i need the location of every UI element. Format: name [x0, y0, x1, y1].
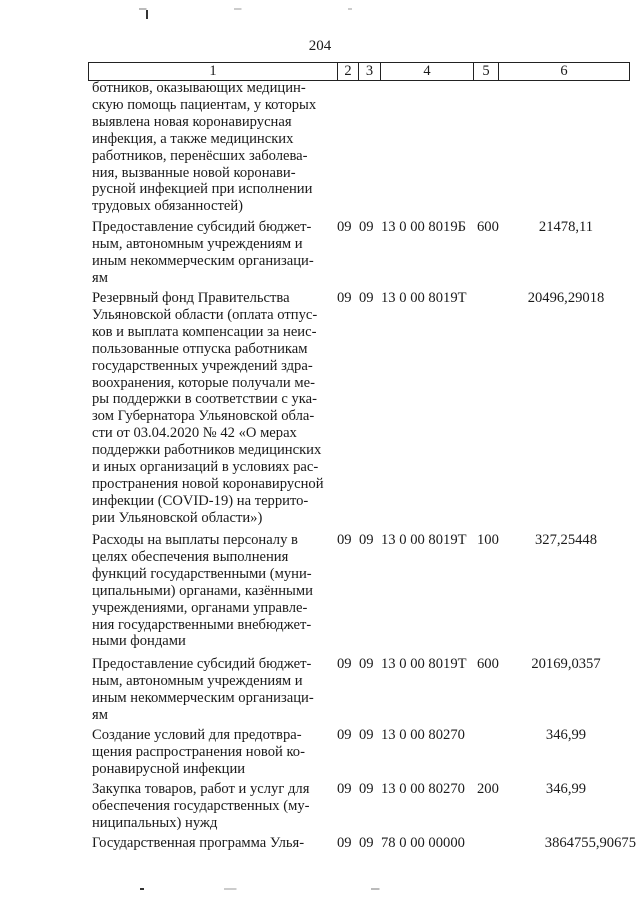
- section-code: 09: [337, 727, 352, 743]
- amount: 346,99: [545, 781, 587, 797]
- row-description: Предоставление субсидий бюджет- ным, автономным учреждениям и иным некоммерческим организаци- ям: [92, 219, 314, 286]
- amount: 346,99: [545, 727, 587, 743]
- header-col-2: 2: [338, 63, 359, 81]
- subsection-code: 09: [359, 727, 374, 743]
- target-article-code: 13 0 00 8019Т: [381, 290, 467, 306]
- page-number: 204: [308, 38, 332, 54]
- scan-mark: [146, 10, 148, 19]
- section-code: 09: [337, 781, 352, 797]
- expense-type-code: 100: [477, 532, 499, 548]
- table-row: [0, 80, 640, 219]
- expense-type-code: 600: [477, 656, 499, 672]
- subsection-code: 09: [359, 532, 374, 548]
- row-description: Закупка товаров, работ и услуг для обеспечения государственных (му- ниципальных) нужд: [92, 781, 310, 831]
- target-article-code: 13 0 00 8019Т: [381, 656, 467, 672]
- scan-artifact-bottom: [140, 888, 560, 890]
- table-row: [0, 727, 640, 781]
- section-code: 09: [337, 290, 352, 306]
- row-description: Предоставление субсидий бюджет- ным, автономным учреждениям и иным некоммерческим организаци- ям: [92, 656, 314, 723]
- budget-table-body: [0, 80, 640, 855]
- table-row: [0, 781, 640, 835]
- row-description: Государственная программа Улья-: [92, 835, 305, 851]
- target-article-code: 13 0 00 80270: [381, 727, 465, 743]
- table-row: [0, 835, 640, 855]
- amount: 20496,29018: [527, 290, 605, 306]
- target-article-code: 13 0 00 8019Б: [381, 219, 466, 235]
- header-col-6: 6: [499, 63, 630, 81]
- row-description: Создание условий для предотвра- щения распространения новой ко- ронавирусной инфекции: [92, 727, 305, 777]
- header-col-5: 5: [474, 63, 499, 81]
- section-code: 09: [337, 656, 352, 672]
- header-col-1: 1: [89, 63, 338, 81]
- row-description: Расходы на выплаты персоналу в целях обеспечения выполнения функций государственными (муни- ципальными) органами, казёнными учреждениями, органами управле- ния государственными внебюджет- ными фондами: [92, 532, 313, 650]
- subsection-code: 09: [359, 781, 374, 797]
- table-row: [0, 290, 640, 532]
- amount: 327,25448: [534, 532, 598, 548]
- amount: 20169,0357: [531, 656, 601, 672]
- target-article-code: 13 0 00 80270: [381, 781, 465, 797]
- subsection-code: 09: [359, 219, 374, 235]
- row-description: ботников, оказывающих медицин- скую помощь пациентам, у которых выявлена новая коронавирусная инфекция, а также медицинских работников, перенёсших заболева- ния, вызванные новой коронави- русной инфекцией при исполнении трудовых обязанностей): [92, 80, 317, 215]
- target-article-code: 78 0 00 00000: [381, 835, 465, 851]
- header-col-4: 4: [381, 63, 474, 81]
- subsection-code: 09: [359, 835, 374, 851]
- scan-artifact-top: [120, 8, 500, 10]
- amount: 3864755,90675: [544, 835, 636, 851]
- subsection-code: 09: [359, 656, 374, 672]
- section-code: 09: [337, 835, 352, 851]
- section-code: 09: [337, 219, 352, 235]
- table-row: [0, 219, 640, 290]
- expense-type-code: 600: [477, 219, 499, 235]
- subsection-code: 09: [359, 290, 374, 306]
- table-row: [0, 532, 640, 656]
- row-description: Резервный фонд Правительства Ульяновской области (оплата отпус- ков и выплата компенсации за неис- пользованные отпуска работникам государственных учреждений здра- воохранения, которые получали ме- ры поддержки в соответствии с ука- зом Губернатора Ульяновской обла- сти от 03.04.2020 № 42 «О мерах поддержки работников медицинских и иных организаций в условиях рас- пространения новой коронавирусной инфекции (COVID-19) на террито- рии Ульяновской области»): [92, 290, 324, 526]
- header-col-3: 3: [359, 63, 381, 81]
- expense-type-code: 200: [477, 781, 499, 797]
- target-article-code: 13 0 00 8019Т: [381, 532, 467, 548]
- amount: 21478,11: [538, 219, 594, 235]
- column-header-row: [88, 62, 630, 81]
- section-code: 09: [337, 532, 352, 548]
- table-row: [0, 656, 640, 727]
